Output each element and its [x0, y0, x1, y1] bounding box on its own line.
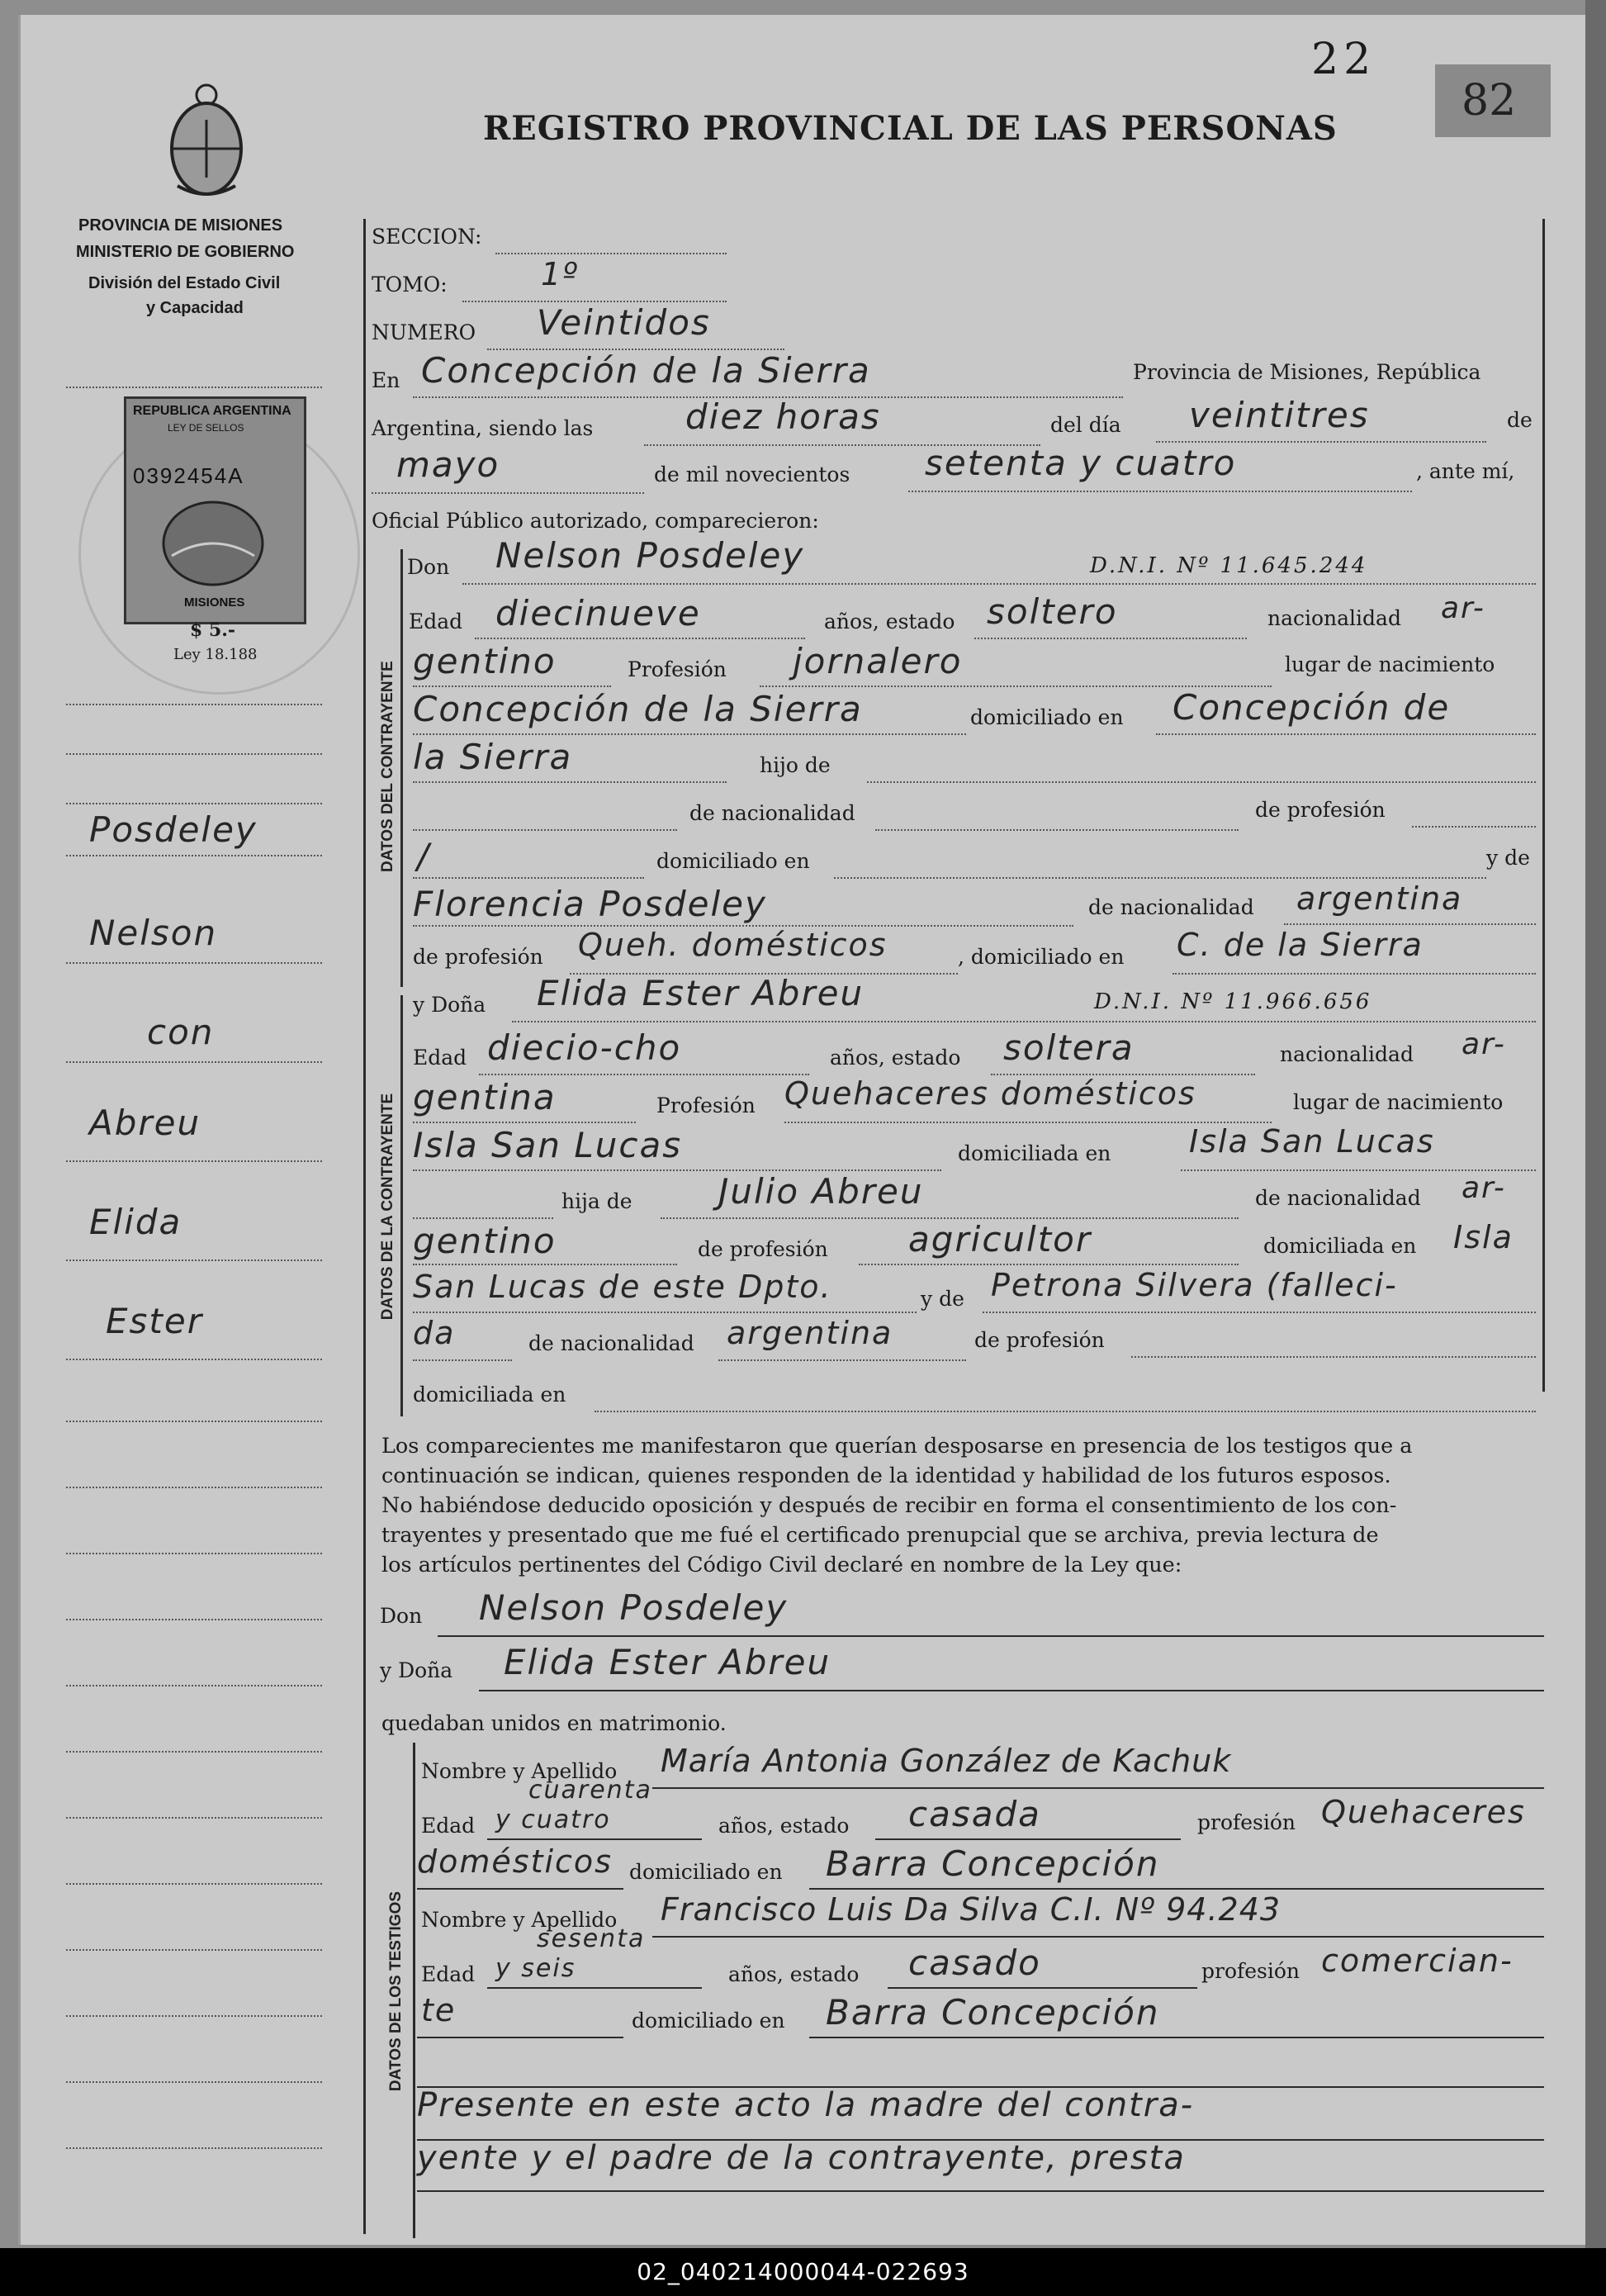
- witness1-dom-value: Barra Concepción: [826, 1843, 1160, 1884]
- de-profesion-label: de profesión: [1255, 798, 1386, 822]
- bride-father-value: Julio Abreu: [718, 1171, 924, 1212]
- bride-edad-value: diecio-cho: [487, 1027, 682, 1068]
- groom-nac-value-a: ar-: [1441, 591, 1485, 625]
- domiciliada-en-label: domiciliada en: [1263, 1234, 1417, 1258]
- groom-nac-value-b: gentino: [413, 641, 557, 681]
- groom-estado-line: [974, 638, 1247, 639]
- witness1-prof-value-a: Quehaceres: [1321, 1794, 1526, 1830]
- bride-father-nac-line: [413, 1264, 677, 1265]
- margin-note-line: Elida: [89, 1202, 182, 1242]
- seccion-field-line: [495, 253, 727, 254]
- bride-father-nac-value-b: gentino: [413, 1221, 557, 1261]
- hora-value: diez horas: [685, 396, 881, 437]
- note-line-1: Presente en este acto la madre del contra-: [417, 2086, 1195, 2124]
- notes-line: [417, 2190, 1544, 2192]
- bride-dom-value: Isla San Lucas: [1189, 1123, 1435, 1160]
- domiciliada-en-label: domiciliada en: [413, 1383, 566, 1407]
- stamp-country: REPUBLICA ARGENTINA: [133, 404, 291, 418]
- domiciliado-en-label: domiciliado en: [970, 705, 1124, 729]
- groom-edad-line: [475, 638, 805, 639]
- ministry-heading: MINISTERIO DE GOBIERNO: [76, 243, 295, 261]
- section-label-groom: DATOS DEL CONTRAYENTE: [379, 661, 396, 872]
- de-profesion-label: de profesión: [974, 1328, 1105, 1352]
- margin-line: [66, 753, 322, 755]
- don-label: Don: [380, 1604, 423, 1628]
- witness1-edad-value-a: cuarenta: [528, 1776, 652, 1805]
- quedaban-label: quedaban unidos en matrimonio.: [381, 1711, 727, 1735]
- witness2-prof-value-a: comercian-: [1321, 1943, 1514, 1979]
- groom-mother-dom-line: [1173, 973, 1536, 975]
- y-dona-label-2: y Doña: [380, 1658, 453, 1682]
- de-profesion-label: de profesión: [698, 1237, 828, 1261]
- bride-nac-line: [413, 1122, 636, 1123]
- bride-mother-nac-value: argentina: [727, 1315, 893, 1351]
- division-line-2: y Capacidad: [146, 299, 244, 317]
- numero-label: NUMERO: [372, 320, 476, 344]
- groom-name-value: Nelson Posdeley: [495, 535, 805, 576]
- del-dia-label: del día: [1050, 413, 1121, 437]
- note-line-2: yente y el padre de la contrayente, presta: [417, 2139, 1186, 2177]
- bride-father-prof-line: [859, 1264, 1239, 1265]
- bride-mother-nac-line: [718, 1359, 966, 1361]
- margin-line: [66, 1061, 322, 1063]
- witness1-edad-value-b: y cuatro: [495, 1805, 611, 1834]
- groom-estado-value: soltero: [987, 591, 1118, 632]
- anio-field-line: [908, 491, 1412, 492]
- witness-section-bracket: [413, 1743, 415, 2238]
- nombre-apellido-label: Nombre y Apellido: [421, 1759, 618, 1783]
- bride-mother-line-b: [413, 1359, 512, 1361]
- bride-father-nac-value-a: ar-: [1462, 1171, 1506, 1205]
- margin-line: [66, 1359, 322, 1360]
- profesion-label: profesión: [1197, 1810, 1296, 1834]
- dia-value: veintitres: [1189, 395, 1370, 435]
- margin-line: [66, 1487, 322, 1488]
- groom-father-dom-line: [834, 877, 1486, 879]
- stamp-value: $ 5.-: [190, 619, 236, 641]
- groom-nac-line: [413, 685, 611, 687]
- witness1-edad-line: [487, 1838, 702, 1840]
- bride-father-prof-value: agricultor: [908, 1219, 1092, 1259]
- bride-father-dom-value-a: Isla: [1453, 1219, 1514, 1255]
- ante-mi-label: , ante mí,: [1416, 459, 1515, 483]
- margin-note-line: Posdeley: [89, 809, 258, 850]
- profesion-label: Profesión: [656, 1093, 756, 1117]
- domiciliado-en-label: domiciliado en: [656, 849, 810, 873]
- hijo-de-label: hijo de: [760, 753, 831, 777]
- witness1-dom-line: [809, 1888, 1544, 1890]
- revenue-stamp: [124, 396, 306, 624]
- book-binding: [1585, 0, 1606, 2296]
- groom-dom-line-b: [413, 781, 727, 783]
- left-frame-line: [363, 219, 366, 2234]
- witness2-prof-value-b: te: [421, 1992, 457, 2028]
- groom-birthplace-value: Concepción de la Sierra: [413, 689, 863, 729]
- groom-mother-nac-value: argentina: [1296, 880, 1463, 917]
- margin-line: [66, 2147, 322, 2149]
- section-label-bride: DATOS DE LA CONTRAYENTE: [379, 1093, 396, 1321]
- bride-section-bracket: [400, 995, 403, 1416]
- don-label: Don: [407, 555, 450, 579]
- witness2-edad-value-b: y seis: [495, 1954, 576, 1983]
- margin-note-line: Ester: [106, 1301, 203, 1341]
- mes-field-line: [372, 492, 644, 494]
- anios-estado-label: años, estado: [824, 610, 955, 633]
- nacionalidad-label: nacionalidad: [1280, 1042, 1414, 1066]
- nombre-apellido-label: Nombre y Apellido: [421, 1908, 618, 1932]
- margin-line: [66, 803, 322, 804]
- profesion-label: profesión: [1201, 1959, 1300, 1983]
- margin-line: [66, 1553, 322, 1554]
- anios-estado-label: años, estado: [718, 1814, 850, 1838]
- bride-nac-value-a: ar-: [1462, 1027, 1506, 1061]
- domiciliado-en-label: domiciliado en: [629, 1860, 783, 1884]
- witness1-estado-line: [875, 1838, 1181, 1840]
- groom-dom-line: [1156, 733, 1536, 735]
- province-heading: PROVINCIA DE MISIONES: [78, 216, 283, 235]
- stamp-law: Ley 18.188: [173, 646, 258, 663]
- edad-label: Edad: [421, 1962, 476, 1986]
- bride-father-line-a: [413, 1217, 553, 1219]
- groom-father-dom-value: /: [417, 836, 431, 876]
- bride-mother-prof-line: [1131, 1356, 1536, 1358]
- lugar-value: Concepción de la Sierra: [421, 350, 871, 391]
- domiciliada-en-label: domiciliada en: [958, 1141, 1111, 1165]
- groom-dom-value-b: la Sierra: [413, 737, 573, 777]
- declaration-paragraph-line: Los comparecientes me manifestaron que querían desposarse en presencia de los testigos que a: [381, 1434, 1413, 1459]
- groom-dom-value-a: Concepción de: [1173, 687, 1451, 728]
- bride-name-line: [512, 1021, 1536, 1022]
- margin-note-line: Nelson: [89, 913, 218, 953]
- de-nacionalidad-label: de nacionalidad: [1088, 895, 1254, 919]
- witness2-edad-line: [487, 1987, 702, 1989]
- section-label-witnesses: DATOS DE LOS TESTIGOS: [387, 1890, 405, 2092]
- right-frame-line: [1542, 219, 1545, 1392]
- bride-mother-value-b: da: [413, 1315, 456, 1351]
- groom-birthplace-line: [413, 733, 966, 735]
- lugar-nacimiento-label: lugar de nacimiento: [1285, 652, 1495, 676]
- declaration-paragraph-line: trayentes y presentado que me fué el certificado prenupcial que se archiva, previa lectura de: [381, 1523, 1379, 1548]
- groom-father-nac-line: [875, 829, 1239, 831]
- groom-mother-prof-value: Queh. domésticos: [578, 927, 888, 963]
- edad-label: Edad: [421, 1814, 476, 1838]
- witness2-dom-value: Barra Concepción: [826, 1992, 1160, 2033]
- registry-title: REGISTRO PROVINCIAL DE LAS PERSONAS: [483, 109, 1338, 148]
- groom-father-dom-line-a: [413, 877, 644, 879]
- witness1-estado-value: casada: [908, 1794, 1041, 1834]
- lugar-nacimiento-label: lugar de nacimiento: [1293, 1090, 1504, 1114]
- stamped-number: 82: [1462, 76, 1517, 126]
- witness2-name-line: [652, 1936, 1544, 1938]
- margin-line: [66, 962, 322, 964]
- stamp-type: LEY DE SELLOS: [168, 422, 244, 434]
- groom-edad-value: diecinueve: [495, 593, 701, 633]
- bride-nac-value-b: gentina: [413, 1077, 557, 1117]
- mes-value: mayo: [396, 444, 500, 485]
- margin-line: [66, 1883, 322, 1885]
- margin-note-line: con: [147, 1012, 215, 1052]
- margin-line: [66, 1619, 322, 1620]
- witness2-estado-line: [888, 1987, 1197, 1989]
- witness1-prof-value-b: domésticos: [417, 1843, 613, 1880]
- margin-line: [66, 1421, 322, 1422]
- witness2-estado-value: casado: [908, 1943, 1041, 1983]
- de-nacionalidad-label: de nacionalidad: [1255, 1186, 1421, 1210]
- groom-mother-nac-line: [1284, 923, 1536, 925]
- margin-line: [66, 1751, 322, 1753]
- stamp-serial: 0392454A: [133, 463, 244, 488]
- nacionalidad-label: nacionalidad: [1267, 606, 1401, 630]
- edad-label: Edad: [413, 1046, 467, 1070]
- declaration-paragraph-line: los artículos pertinentes del Código Civil declaré en nombre de la Ley que:: [381, 1553, 1182, 1577]
- groom-father-line: [867, 781, 1536, 783]
- anio-value: setenta y cuatro: [925, 443, 1237, 483]
- de-label: de: [1507, 408, 1533, 432]
- witness2-prof-line: [417, 2037, 623, 2038]
- margin-line: [66, 1949, 322, 1951]
- oficial-label: Oficial Público autorizado, comparecieron:: [372, 509, 819, 533]
- groom-mother-dom-value: C. de la Sierra: [1177, 927, 1424, 963]
- bride-edad-line: [479, 1074, 809, 1075]
- domiciliado-en-label: domiciliado en: [632, 2009, 785, 2033]
- y-dona-label: y Doña: [413, 993, 486, 1017]
- numero-value: Veintidos: [537, 302, 711, 343]
- declaration-paragraph-line: continuación se indican, quienes responden de la identidad y habilidad de los futuros esposos.: [381, 1463, 1391, 1488]
- anios-estado-label: años, estado: [830, 1046, 961, 1070]
- division-line-1: División del Estado Civil: [88, 274, 281, 292]
- de-nacionalidad-label: de nacionalidad: [528, 1331, 694, 1355]
- witness1-name-line: [652, 1787, 1544, 1789]
- groom-father-prof-line: [1412, 826, 1536, 828]
- margin-note-line: Abreu: [89, 1103, 201, 1143]
- anios-estado-label: años, estado: [728, 1962, 860, 1986]
- groom-section-bracket: [400, 549, 403, 987]
- decl-bride-value: Elida Ester Abreu: [504, 1642, 831, 1682]
- y-de-label: y de: [1486, 846, 1530, 870]
- margin-line: [66, 1817, 322, 1819]
- margin-line: [66, 704, 322, 705]
- declaration-paragraph-line: No habiéndose deducido oposición y después de recibir en forma el consentimiento de los con-: [381, 1493, 1397, 1518]
- profesion-label: Profesión: [628, 657, 727, 681]
- margin-line: [66, 1160, 322, 1162]
- witness1-prof-line: [417, 1888, 623, 1890]
- margin-line: [66, 1259, 322, 1261]
- bride-birthplace-value: Isla San Lucas: [413, 1125, 683, 1165]
- bride-mother-dom-line: [595, 1411, 1536, 1412]
- seccion-label: SECCION:: [372, 225, 482, 249]
- margin-line: [66, 2015, 322, 2017]
- bride-name-value: Elida Ester Abreu: [537, 973, 865, 1013]
- decl-bride-line: [479, 1690, 1544, 1691]
- y-de-label: y de: [921, 1287, 964, 1311]
- stamp-region: MISIONES: [184, 595, 245, 610]
- tomo-label: TOMO:: [372, 273, 448, 296]
- page-number: 22: [1311, 35, 1376, 84]
- margin-line: [66, 855, 322, 856]
- bride-prof-value: Quehaceres domésticos: [784, 1075, 1196, 1112]
- witness2-name-value: Francisco Luis Da Silva C.I. Nº 94.243: [661, 1891, 1281, 1928]
- margin-line: [66, 2081, 322, 2083]
- groom-father-line-b: [413, 829, 677, 831]
- witness2-dom-line: [809, 2037, 1544, 2038]
- bride-father-dom-line: [413, 1312, 917, 1313]
- image-id-footer: 02_040214000044-022693: [0, 2248, 1606, 2296]
- argentina-siendo-label: Argentina, siendo las: [372, 416, 594, 440]
- bride-father-dom-value-b: San Lucas de este Dpto.: [413, 1269, 832, 1305]
- groom-prof-value: jornalero: [793, 641, 963, 681]
- stamp-emblem: [155, 498, 271, 589]
- tomo-value: 1º: [541, 256, 580, 292]
- decl-groom-value: Nelson Posdeley: [479, 1587, 789, 1628]
- provincia-label: Provincia de Misiones, República: [1133, 360, 1481, 384]
- margin-line: [66, 1685, 322, 1686]
- bride-mother-line: [983, 1312, 1536, 1313]
- mother-domiciliado-label: , domiciliado en: [958, 945, 1125, 969]
- en-label: En: [372, 368, 400, 392]
- de-nacionalidad-label: de nacionalidad: [689, 801, 855, 825]
- edad-label: Edad: [409, 610, 463, 633]
- bride-estado-value: soltera: [1003, 1027, 1135, 1068]
- bride-dni-value: D.N.I. Nº 11.966.656: [1094, 989, 1372, 1014]
- coat-of-arms-emblem: [161, 78, 252, 202]
- groom-mother-value: Florencia Posdeley: [413, 884, 767, 924]
- de-mil-label: de mil novecientos: [654, 463, 850, 486]
- bride-mother-value-a: Petrona Silvera (falleci-: [991, 1267, 1398, 1303]
- groom-name-line: [462, 583, 1536, 585]
- groom-dni-value: D.N.I. Nº 11.645.244: [1090, 553, 1368, 578]
- de-profesion-label: de profesión: [413, 945, 543, 969]
- witness2-edad-value-a: sesenta: [537, 1924, 646, 1953]
- decl-groom-line: [438, 1635, 1544, 1637]
- hija-de-label: hija de: [561, 1189, 632, 1213]
- witness1-name-value: María Antonia González de Kachuk: [661, 1743, 1232, 1779]
- margin-line: [66, 387, 322, 388]
